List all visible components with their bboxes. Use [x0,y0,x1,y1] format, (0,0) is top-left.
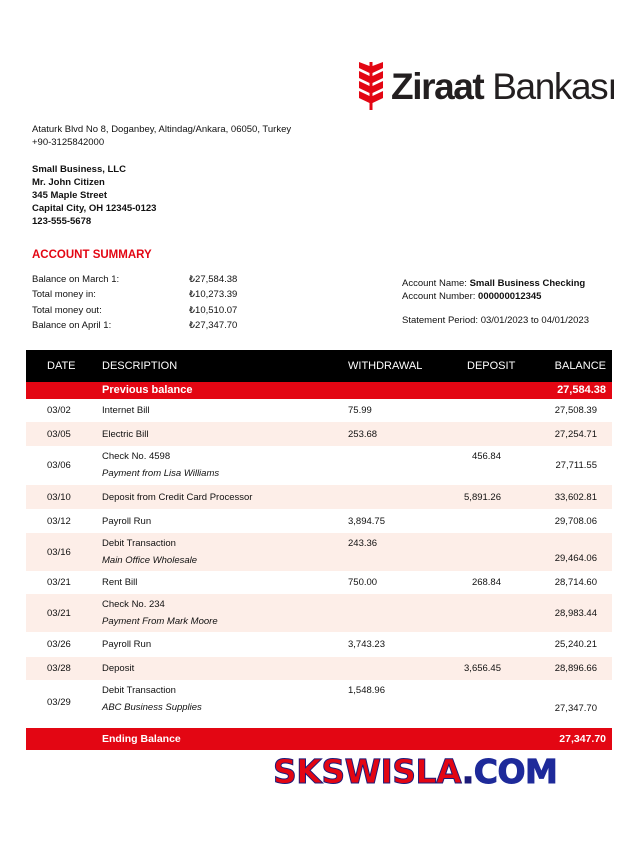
summary-row: Total money in: ₺10,273.39 [32,289,238,301]
summary-row: Total money out: ₺10,510.07 [32,304,238,316]
cell-desc: Rent Bill [102,577,138,588]
account-info: Account Name: Small Business Checking Account Number: 000000012345 [402,278,586,302]
cell-date: 03/29 [47,697,71,708]
table-header [26,350,612,382]
previous-balance-row: Previous balance 27,584.38 [26,382,612,399]
transactions-table [26,350,612,725]
cell-date: 03/28 [47,663,71,674]
ending-balance-row: Ending Balance 27,347.70 [26,728,612,750]
cell-deposit: 456.84 [471,451,501,462]
cell-withdrawal: 75.99 [348,405,372,416]
summary-row: Balance on March 1: ₺27,584.38 [32,274,238,285]
cell-balance: 29,464.06 [554,553,597,564]
col-balance: BALANCE [554,360,606,372]
cell-date: 03/26 [47,639,71,650]
table-row [26,571,612,594]
cell-withdrawal: 3,743.23 [348,639,385,650]
cell-date: 03/02 [47,405,71,416]
col-date: DATE [47,360,76,372]
table-row [26,422,612,446]
table-row [26,657,612,680]
bank-logo [357,62,616,110]
statement-period: Statement Period: 03/01/2023 to 04/01/2023 [402,315,589,326]
cell-desc: Debit Transaction [102,538,176,549]
cell-date: 03/05 [47,429,71,440]
summary-row: Balance on April 1: ₺27,347.70 [32,319,238,331]
cell-desc: Check No. 234 [102,599,165,610]
cell-balance: 25,240.21 [554,639,597,650]
cell-deposit: 268.84 [471,577,501,588]
cell-desc: Deposit from Credit Card Processor [102,492,253,503]
cell-desc: Payroll Run [102,639,152,650]
cell-date: 03/06 [47,460,71,471]
cell-balance: 27,711.55 [555,460,597,471]
cell-desc: Internet Bill [102,405,150,416]
bank-address: Ataturk Blvd No 8, Doganbey, Altindag/Ankara, 06050, Turkey +90-3125842000 [32,124,292,148]
wheat-logo-icon [357,62,385,110]
account-summary [32,274,262,335]
cell-deposit: 5,891.26 [464,492,501,503]
table-row [26,533,612,571]
customer-block: Small Business, LLC Mr. John Citizen 345 Maple Street Capital City, OH 12345-0123 123-555-5678 [32,164,157,227]
cell-desc2: Payment From Mark Moore [102,616,218,627]
col-deposit: DEPOSIT [467,360,516,372]
cell-withdrawal: 3,894.75 [348,516,385,527]
table-row [26,509,612,533]
cell-balance: 27,508.39 [554,405,597,416]
cell-withdrawal: 243.36 [348,538,378,549]
cell-date: 03/10 [47,492,71,503]
cell-desc: Debit Transaction [102,685,176,696]
cell-balance: 28,714.60 [554,577,597,588]
cell-date: 03/16 [47,547,71,558]
account-summary-title: ACCOUNT SUMMARY [32,249,152,261]
table-row [26,446,612,485]
cell-desc: Deposit [102,663,135,674]
col-withdrawal: WITHDRAWAL [348,360,423,372]
watermark: SKSWISLA.COM [273,752,558,791]
table-row [26,399,612,422]
cell-withdrawal: 750.00 [348,577,378,588]
cell-withdrawal: 1,548.96 [348,685,385,696]
table-row [26,680,612,725]
cell-desc2: ABC Business Supplies [102,702,202,713]
cell-balance: 29,708.06 [554,516,597,527]
cell-date: 03/12 [47,516,71,527]
cell-balance: 27,347.70 [554,703,597,714]
table-row [26,594,612,632]
cell-deposit: 3,656.45 [464,663,501,674]
cell-desc: Check No. 4598 [102,451,171,462]
cell-balance: 28,896.66 [554,663,597,674]
cell-desc: Electric Bill [102,429,149,440]
cell-withdrawal: 253.68 [348,429,378,440]
col-description: DESCRIPTION [102,360,178,372]
cell-balance: 28,983.44 [554,608,597,619]
table-row [26,632,612,657]
cell-balance: 33,602.81 [554,492,597,503]
bank-name: Ziraat Bankası [391,65,617,107]
cell-desc: Payroll Run [102,516,152,527]
cell-date: 03/21 [47,577,71,588]
table-row [26,485,612,509]
cell-desc2: Payment from Lisa Williams [102,468,220,479]
transaction-rows [26,399,612,725]
cell-date: 03/21 [47,608,71,619]
cell-balance: 27,254.71 [554,429,597,440]
cell-desc2: Main Office Wholesale [102,555,198,566]
